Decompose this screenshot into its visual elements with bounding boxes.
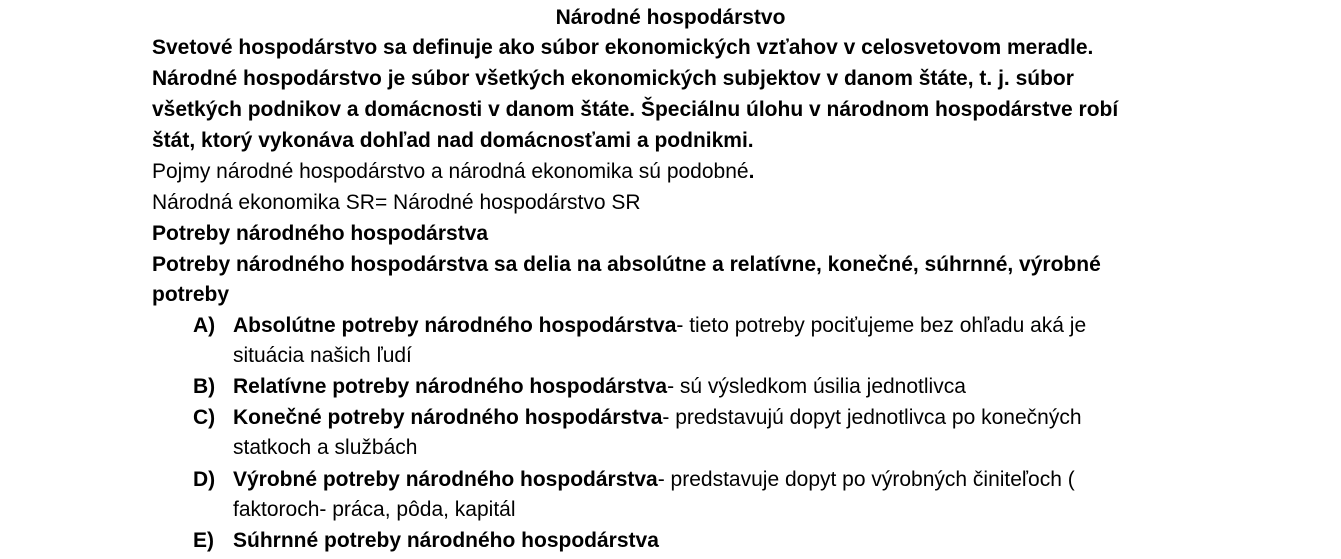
- intro-line-4: štát, ktorý vykonáva dohľad nad domácnosťami a podnikmi.: [152, 129, 754, 152]
- list-item-a-term: Absolútne potreby národného hospodárstva: [233, 314, 677, 337]
- document-title: Národné hospodárstvo: [555, 6, 786, 29]
- needs-intro-line-2: potreby: [152, 283, 230, 306]
- list-item-a-desc-cont: situácia našich ľudí: [233, 344, 412, 367]
- list-item-c-desc-cont: statkoch a službách: [233, 436, 418, 459]
- list-item-e-label: E): [193, 529, 214, 552]
- list-item-c-desc: - predstavujú dopyt jednotlivca po konečných: [662, 406, 1082, 429]
- list-item-b: [233, 372, 966, 402]
- list-item-b-desc: - sú výsledkom úsilia jednotlivca: [667, 375, 966, 398]
- list-item-d-desc-cont: faktoroch- práca, pôda, kapitál: [233, 498, 516, 521]
- list-item-d-desc: - predstavuje dopyt po výrobných činiteľoch (: [657, 468, 1075, 491]
- list-item-a-desc: - tieto potreby pociťujeme bez ohľadu aká je: [676, 314, 1087, 337]
- needs-intro-line-1: Potreby národného hospodárstva sa delia na absolútne a relatívne, konečné, súhrnné, výrobné: [152, 253, 1101, 276]
- similar-terms-text: Pojmy národné hospodárstvo a národná ekonomika sú podobné: [152, 160, 749, 183]
- list-item-e: [233, 526, 659, 556]
- list-item-a-label: A): [193, 314, 216, 337]
- intro-line-2: Národné hospodárstvo je súbor všetkých ekonomických subjektov v danom štáte, t. j. súbor: [152, 67, 1074, 90]
- list-item-d-label: D): [193, 468, 216, 491]
- list-item-a: [233, 311, 1086, 341]
- equation-line: Národná ekonomika SR= Národné hospodárstvo SR: [152, 191, 641, 214]
- list-item-c: [233, 403, 1082, 433]
- intro-line-1: Svetové hospodárstvo sa definuje ako súbor ekonomických vzťahov v celosvetovom meradle.: [152, 36, 1094, 59]
- needs-heading: Potreby národného hospodárstva: [152, 222, 489, 245]
- list-item-d-term: Výrobné potreby národného hospodárstva: [233, 468, 658, 491]
- similar-terms-period: .: [748, 160, 755, 183]
- similar-terms-paragraph: [152, 157, 754, 187]
- intro-line-3: všetkých podnikov a domácnosti v danom štáte. Špeciálnu úlohu v národnom hospodárstve robí: [152, 98, 1119, 121]
- list-item-e-term: Súhrnné potreby národného hospodárstva: [233, 529, 659, 552]
- list-item-b-label: B): [193, 375, 216, 398]
- list-item-c-term: Konečné potreby národného hospodárstva: [233, 406, 663, 429]
- list-item-d: [233, 465, 1075, 495]
- list-item-c-label: C): [193, 406, 216, 429]
- list-item-b-term: Relatívne potreby národného hospodárstva: [233, 375, 668, 398]
